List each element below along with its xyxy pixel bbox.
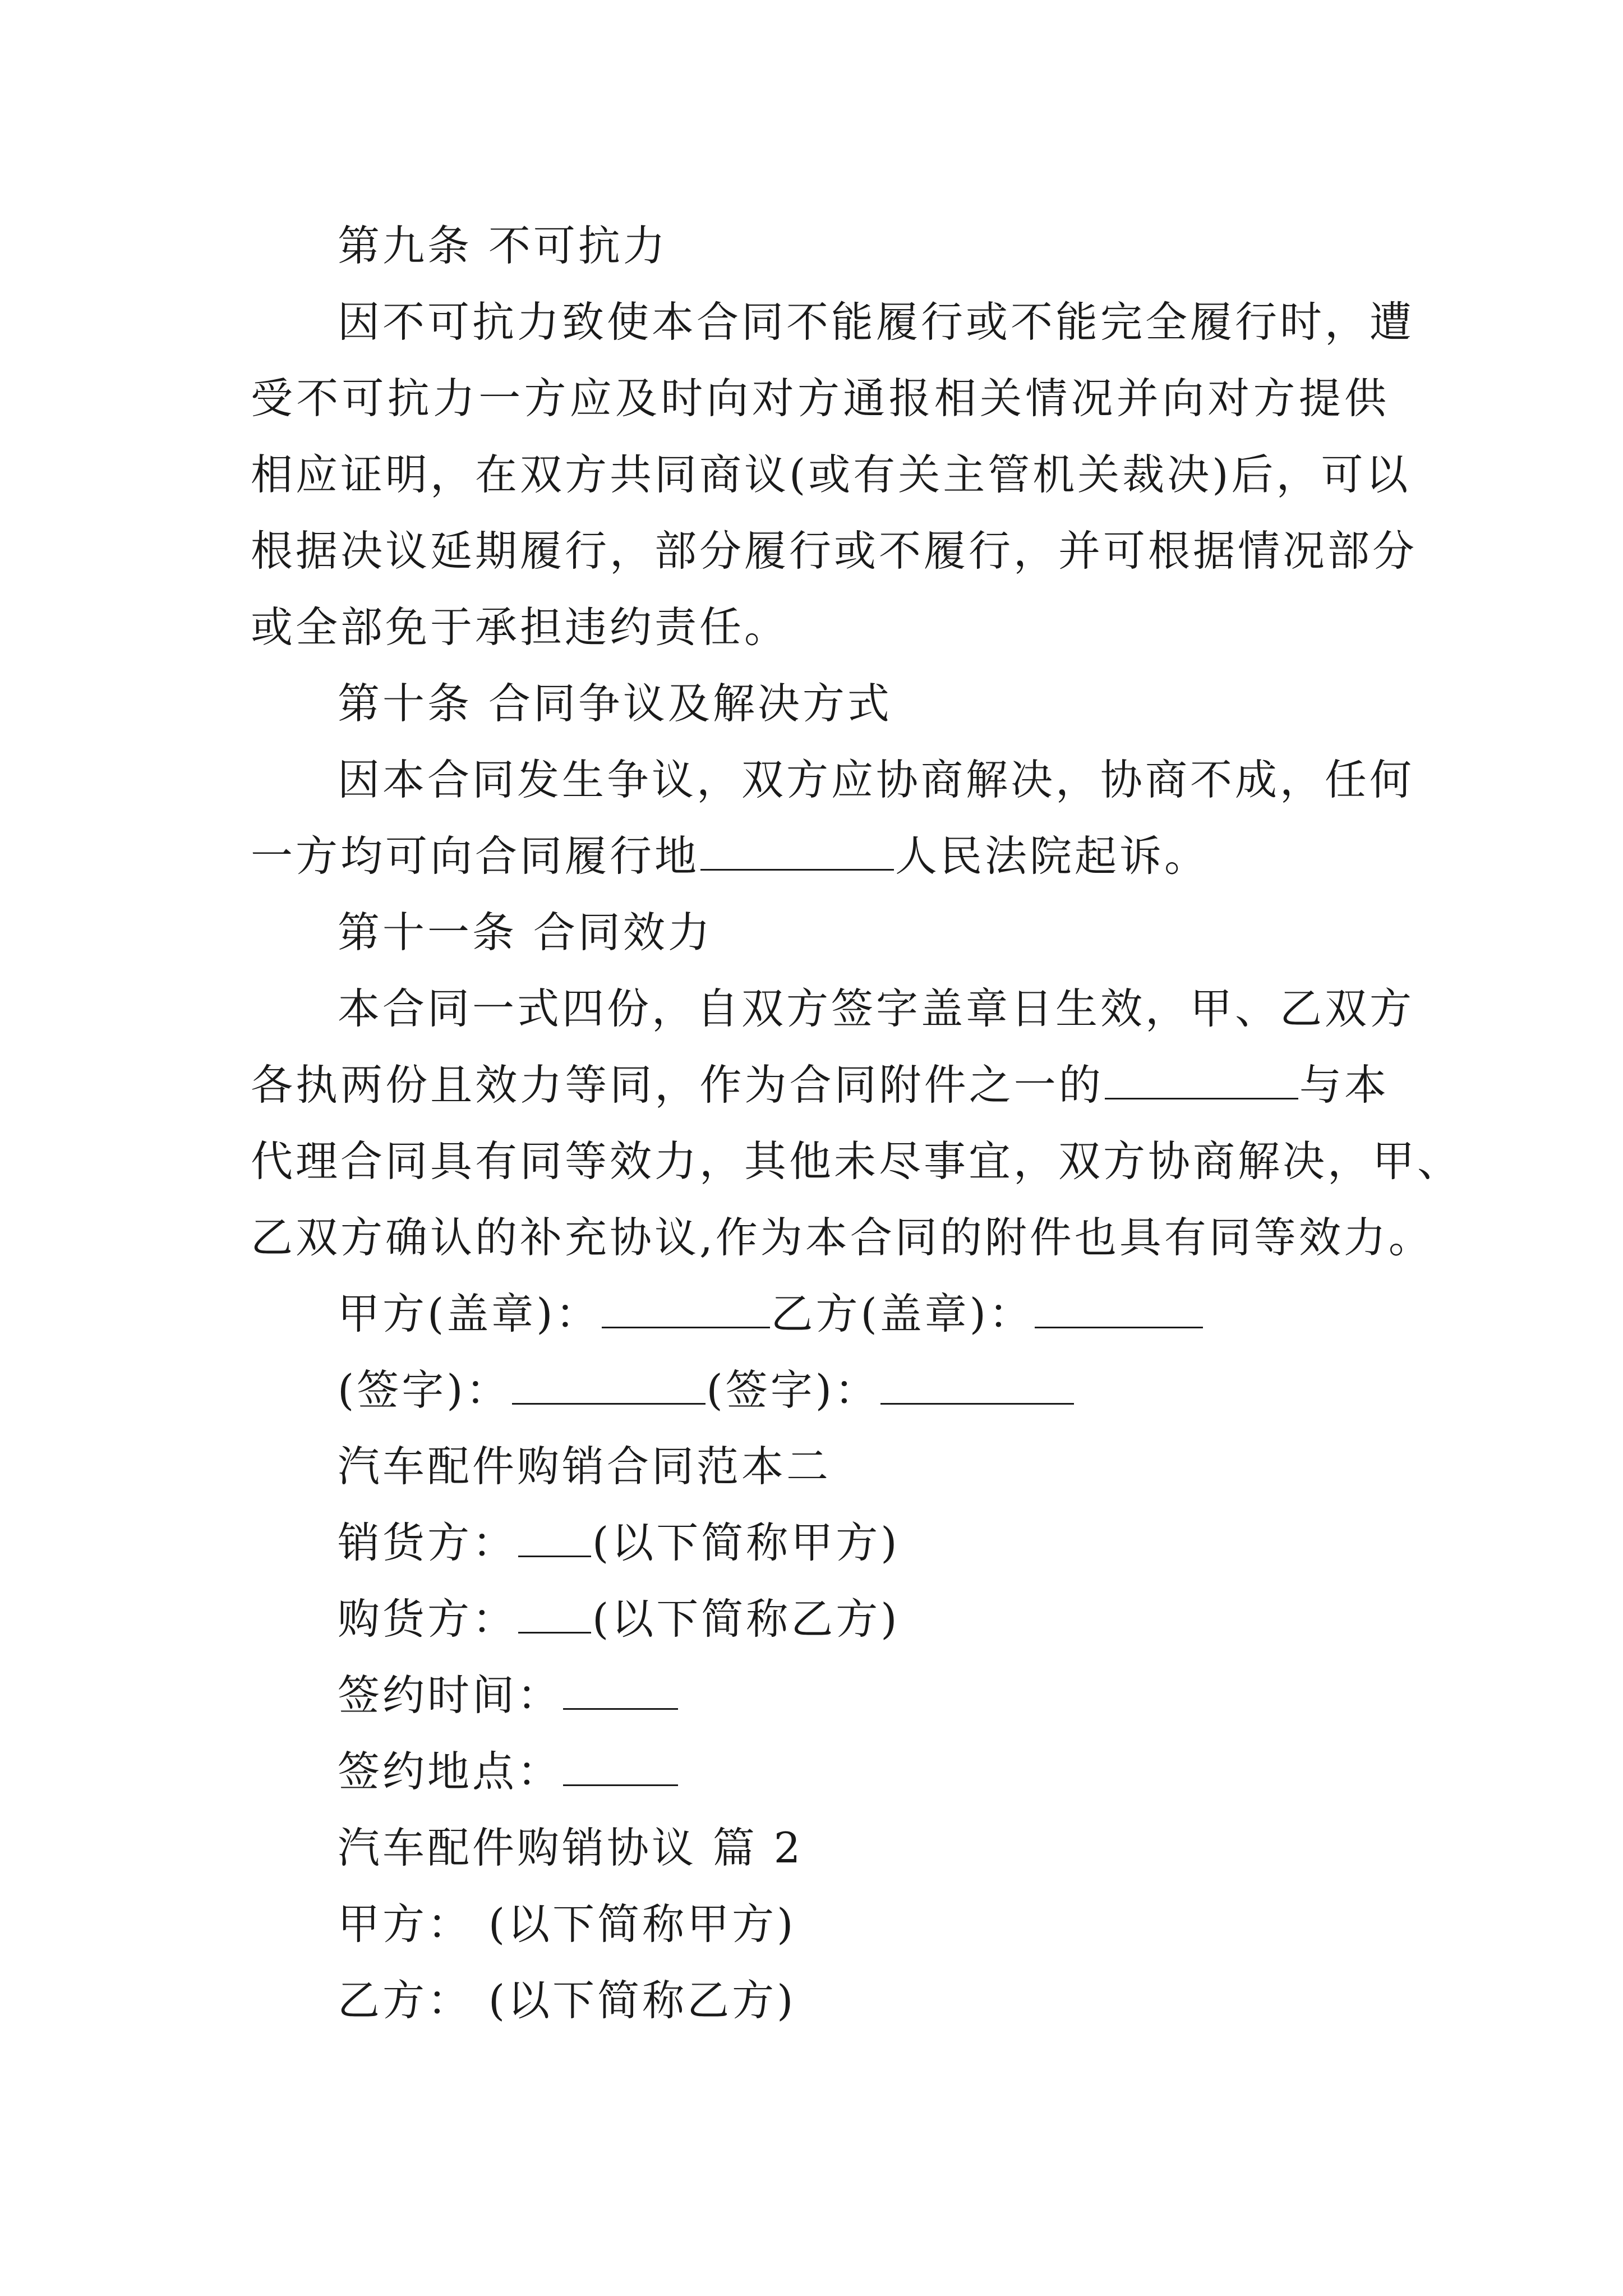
party-a-sign-label: (签字)：	[338, 1365, 511, 1415]
article-11-line-2	[251, 1047, 1389, 1123]
article-10-heading: 第十条 合同争议及解决方式	[338, 679, 892, 728]
article-9-line-1: 因不可抗力致使本合同不能履行或不能完全履行时，遭	[338, 297, 1415, 347]
article-10-line-2-text: 一方均可向合同履行地	[251, 831, 700, 881]
party-b-seal-blank[interactable]	[1035, 1287, 1203, 1328]
buyer-note: (以下简称乙方)	[592, 1594, 900, 1644]
part-2-party-b: 乙方： (以下简称乙方)	[338, 1976, 796, 2025]
article-11-line-3: 代理合同具有同等效力，其他未尽事宜，双方协商解决，甲、	[251, 1137, 1463, 1186]
article-10-line-2	[251, 818, 1389, 894]
party-a-seal-label: 甲方(盖章)：	[338, 1289, 601, 1338]
party-b-sign-blank[interactable]	[880, 1364, 1074, 1405]
seller-blank[interactable]	[518, 1516, 591, 1557]
article-11-line-4: 乙双方确认的补充协议,作为本合同的附件也具有同等效力。	[251, 1213, 1433, 1262]
seal-line	[251, 1276, 1389, 1352]
seller-line	[251, 1504, 1389, 1581]
party-a-sign-blank[interactable]	[512, 1364, 706, 1405]
article-11-heading: 第十一条 合同效力	[338, 908, 713, 957]
buyer-line	[251, 1581, 1389, 1657]
buyer-label: 购货方：	[338, 1594, 518, 1644]
part-2-party-a: 甲方： (以下简称甲方)	[338, 1899, 796, 1949]
party-b-sign-label: (签字)：	[706, 1365, 880, 1415]
signing-place-label: 签约地点：	[338, 1747, 562, 1796]
article-10-line-2-tail: 人民法院起诉。	[895, 831, 1210, 881]
article-10-line-1: 因本合同发生争议，双方应协商解决，协商不成，任何	[338, 755, 1415, 804]
document-body	[251, 208, 1463, 2039]
signing-place-blank[interactable]	[563, 1745, 678, 1786]
buyer-blank[interactable]	[518, 1593, 591, 1634]
seller-label: 销货方：	[338, 1518, 518, 1567]
court-location-blank[interactable]	[700, 830, 894, 871]
party-a-seal-blank[interactable]	[602, 1287, 770, 1328]
article-9-line-4: 根据决议延期履行，部分履行或不履行，并可根据情况部分	[251, 526, 1418, 576]
article-11-line-2-tail: 与本	[1299, 1060, 1389, 1110]
signing-time-label: 签约时间：	[338, 1671, 562, 1720]
article-11-line-1: 本合同一式四份，自双方签字盖章日生效，甲、乙双方	[338, 984, 1415, 1033]
article-9-line-2: 受不可抗力一方应及时向对方通报相关情况并向对方提供	[251, 374, 1389, 423]
signing-time-line	[251, 1657, 1389, 1733]
signature-line	[251, 1352, 1389, 1428]
article-9-line-3: 相应证明，在双方共同商议(或有关主管机关裁决)后，可以	[251, 450, 1411, 499]
party-b-seal-label: 乙方(盖章)：	[771, 1289, 1034, 1338]
signing-place-line	[251, 1733, 1389, 1810]
template-2-title: 汽车配件购销合同范本二	[338, 1442, 832, 1491]
attachment-name-blank[interactable]	[1105, 1059, 1298, 1099]
seller-note: (以下简称甲方)	[592, 1518, 900, 1567]
part-2-title: 汽车配件购销协议 篇 2	[338, 1823, 804, 1872]
article-11-line-2-text: 各执两份且效力等同，作为合同附件之一的	[251, 1060, 1104, 1110]
article-9-line-5: 或全部免于承担违约责任。	[251, 602, 790, 652]
article-9-heading: 第九条 不可抗力	[338, 221, 668, 270]
signing-time-blank[interactable]	[563, 1669, 678, 1710]
